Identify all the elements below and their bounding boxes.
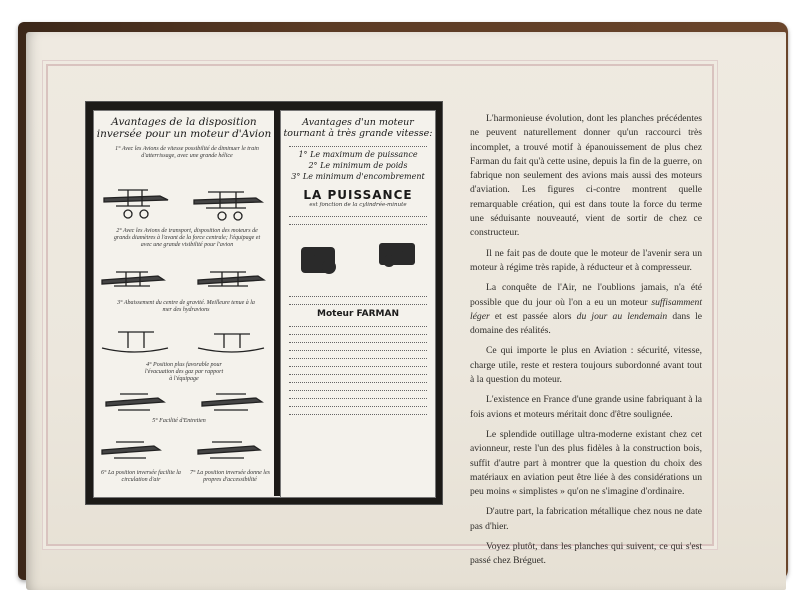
poster-line [289,141,427,147]
poster-line [289,369,427,375]
poster-line [289,345,427,351]
caption-6: 6° La position inversée facilite la circulation d'air [101,470,181,483]
paragraph-6: Le splendide outillage ultra-moderne existant chez cet avionneur, reste l'un des plus fidèles à la construction bois, suffit d'autre part à montrer que la question du choix des matériaux en aviation peut être liée à des considérations un peu moins « simplistes » qu'on ne s'imagine d'ordinaire. [470,428,702,498]
paragraph-2: Il ne fait pas de doute que le moteur de l'avenir sera un moteur à régime très rapide, à réducteur et à compresseur. [470,247,702,273]
poster-left-body [94,110,274,496]
plane-drawings-row-2 [98,262,270,298]
paragraph-3-emph-1: suffisamment léger [470,296,702,322]
poster-line [289,219,427,225]
poster-line [289,329,427,335]
caption-5: 5° Facilité d'Entretien [152,418,206,424]
poster-line [289,211,427,217]
paragraph-5: L'existence en France d'une grande usine fabriquant à la fois avions et moteurs méritait donc d'être soulignée. [470,394,702,420]
paragraph-3-part-e: dans le domaine des réalités. [470,310,702,337]
paragraph-3 [470,281,702,338]
paragraph-8: Voyez plutôt, dans les planches qui suivent, ce qui s'est passé chez Bréguet. [470,541,702,567]
caption-1: 1° Avec les Avions de vitesse possibilité de diminuer le train d'atterrissage, avec une grande hélice [115,146,259,159]
poster-line [289,393,427,399]
seaplane-drawings [98,322,270,358]
poster-right-sub2: 2° Le minimum de poids [308,161,408,170]
caption-7: 7° La position inversée donne les propres d'accessibilité [190,470,270,483]
article-text [470,112,702,575]
poster-right-sub1: 1° Le maximum de puissance [298,150,418,159]
paragraph-4: Ce qui importe le plus en Aviation : sécurité, vitesse, charge utile, reste et restera toujours subordonné avant tout à la question du moteur. [470,345,702,386]
caption-2: 2° Avec les Avions de transport, disposition des moteurs de grands diamètres à l'avant de la force centrale; l'équipage et avec une grande visibilité pour l'avion [113,228,261,248]
poster-right-sub3: 3° Le minimum d'encombrement [291,172,425,181]
poster-line [289,299,427,305]
poster-line [289,291,427,297]
plane-drawings-row-5 [98,434,270,464]
plane-drawings-row-4 [98,386,270,418]
caption-3: 3° Abaissement du centre de gravité. Meilleure tenue à la mer des hydravions [117,300,255,313]
paragraph-1: L'harmonieuse évolution, dont les planches précédentes ne peuvent naturellement donner qu'un raccourci très incomplet, a trouvé motif à épanouissement de plus chez Farman du fait qu'à cette usine, depuis la fin de la guerre, on fabrique non seulement des avions mais aussi des moteurs d'aviation. Les figures ci-contre montrent quelle remarquable création, qui est dans toute la force du terme une séduisante nouveauté, vient de sortir de chez ce constructeur. [470,113,702,239]
poster-line [289,337,427,343]
paragraph-7: D'autre part, la fabrication métallique chez nous ne date pas d'hier. [470,506,702,532]
poster-right-small: est fonction de la cylindrée-minute [309,202,407,208]
photo-plate [86,102,442,504]
paragraph-3-part-a: La conquête de l'Air, ne l'oublions jamais, n'a été possible que du jour où l'on a eu un moteur [470,282,702,308]
engine-illustrations [293,233,423,289]
paragraph-3-part-c: et est passée alors [489,310,577,322]
poster-line [289,401,427,407]
poster-line [289,321,427,327]
poster-right-big: LA PUISSANCE [303,188,413,202]
caption-4: 4° Position plus favorable pour l'évacuation des gaz par rapport à l'équipage [144,362,224,382]
poster-line [289,409,427,415]
poster-left-title: Avantages de la disposition inversée pour un moteur d'Avion [96,116,272,140]
poster-line [289,361,427,367]
plane-drawings-row-1 [98,178,270,222]
poster-right-title: Avantages d'un moteur tournant à très grande vitesse: [283,117,433,139]
poster-right-farman: Moteur FARMAN [317,309,399,319]
poster-line [289,353,427,359]
poster-high-speed-engine [280,110,436,498]
poster-line [289,377,427,383]
poster-line [289,385,427,391]
paragraph-3-emph-2: du jour au lendemain [576,310,668,322]
